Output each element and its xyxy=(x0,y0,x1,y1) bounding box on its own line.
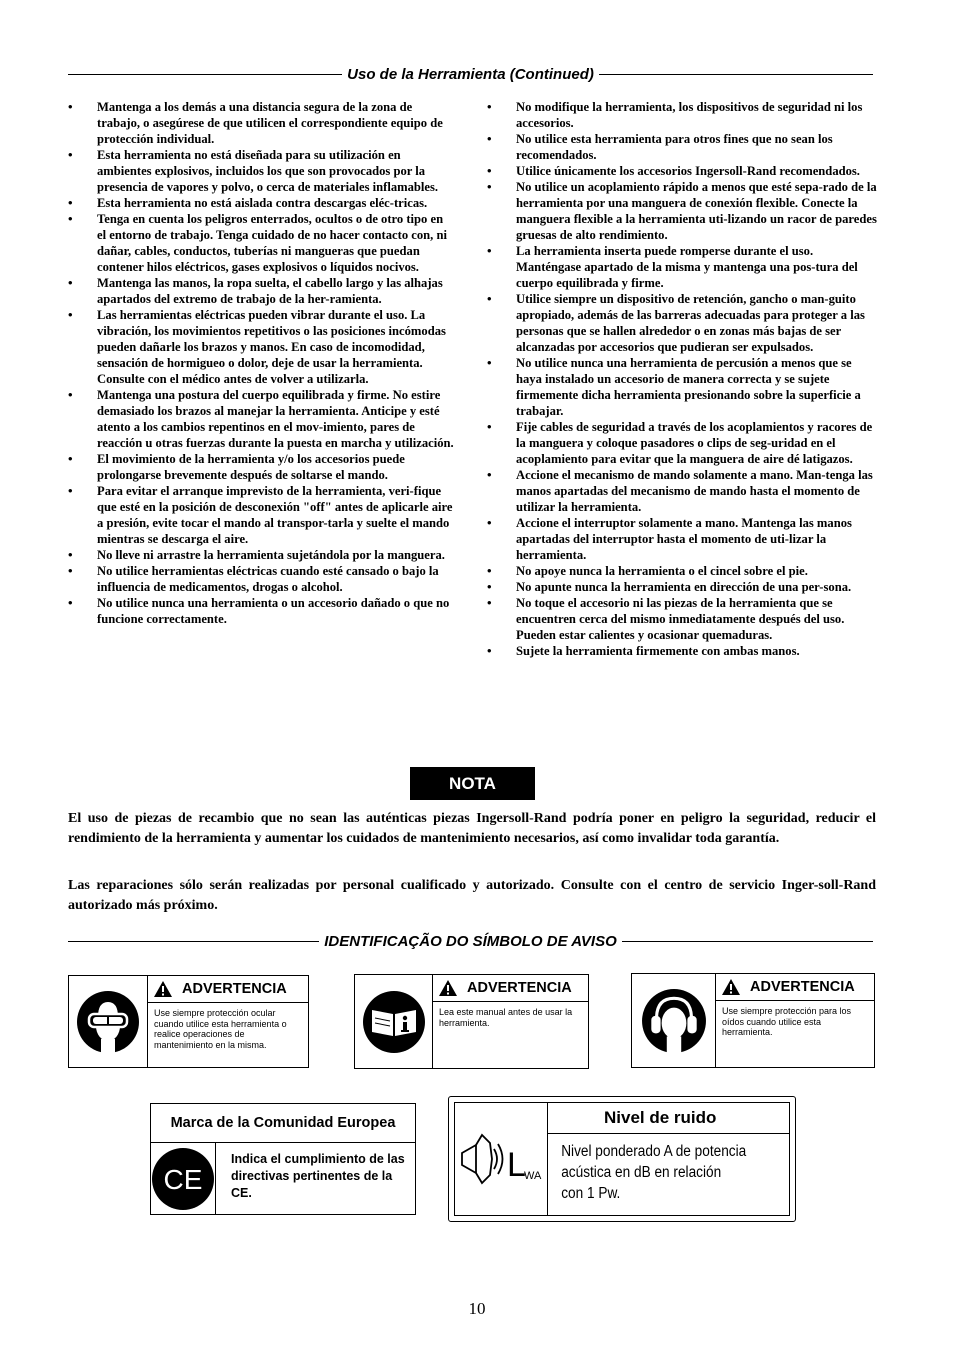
noise-level-box xyxy=(448,1096,796,1222)
safety-goggles-icon xyxy=(76,990,140,1054)
icon-cell xyxy=(455,1103,548,1215)
bullet-item: • Las herramientas eléctricas pueden vibrar durante el uso. La vibración, los movimientos repetitivos o las posiciones incómodas pueden dañarle los brazos y manos. En caso de incomodidad, sensación de hormigueo o dolor, deje de usar la herramienta. Consulte con el médico antes de volver a utilizarla. xyxy=(68,307,454,387)
section-header-uso xyxy=(68,66,873,83)
bullet-item: • No utilice herramientas eléctricas cuando esté cansado o bajo la influencia de medicamentos, drogas o alcohol. xyxy=(68,563,454,595)
warning-triangle-icon xyxy=(721,978,741,996)
warning-text: Use siempre protección para los oídos cuando utilice esta herramienta. xyxy=(722,1006,852,1037)
nota-paragraph: Las reparaciones sólo serán realizadas por personal cualificado y autorizado. Consulte con el centro de servicio Inger-soll-Rand autorizado más próximo. xyxy=(68,878,876,913)
sound-power-icon xyxy=(458,1129,544,1189)
bullet-item: • Mantenga las manos, la ropa suelta, el cabello largo y las alhajas apartados del extremo de trabajo de la her-ramienta. xyxy=(68,275,454,307)
bullet-item: • No apoye nunca la herramienta o el cincel sobre el pie. xyxy=(487,563,877,579)
icon-cell xyxy=(632,974,716,1067)
bullet-item: • No utilice un acoplamiento rápido a menos que esté sepa-rado de la herramienta por una manguera de conexión flexible. Conecte la manguera flexible a la herramienta uti-lizando un racor de paredes gruesas de alto rendimiento. xyxy=(487,179,877,243)
warning-title: ADVERTENCIA xyxy=(467,980,572,996)
bullet-item: • Mantenga a los demás a una distancia segura de la zona de trabajo, o asegúrese de que utilicen el correspondiente equipo de protección individual. xyxy=(68,99,454,147)
icon-cell xyxy=(69,976,148,1067)
ce-mark-icon xyxy=(151,1147,215,1211)
noise-text xyxy=(548,1134,760,1204)
bullet-item: • No utilice nunca una herramienta o un accesorio dañado o que no funcione correctamente. xyxy=(68,595,454,627)
bullet-item: • Tenga en cuenta los peligros enterrados, ocultos o de otro tipo en el entorno de trabajo. Tenga cuidado de no hacer contacto con, ni dañar, cables, conductos, tuberías ni mangueras que puedan contener hilos eléctricos, gases explosivos o líquidos nocivos. xyxy=(68,211,454,275)
ce-symbol: CE xyxy=(163,1163,203,1195)
bullet-item: • El movimiento de la herramienta y/o los accesorios puede prolongarse brevemente después de soltarse el mando. xyxy=(68,451,454,483)
page-number: 10 xyxy=(468,1299,486,1318)
icon-cell xyxy=(355,975,433,1068)
warning-title: ADVERTENCIA xyxy=(182,981,287,997)
noise-text-line: con 1 Pw. xyxy=(561,1185,621,1202)
bullet-item: • No apunte nunca la herramienta en dirección de una per-sona. xyxy=(487,579,877,595)
bullet-item: • Para evitar el arranque imprevisto de la herramienta, veri-fique que esté en la posición de desconexión "off" antes de aplicarle aire a presión, evite tocar el mando al transpor-tarla y suelte el mando mientras se descarga el aire. xyxy=(68,483,454,547)
ce-title: Marca de la Comunidad Europea xyxy=(151,1104,415,1143)
ce-text: Indica el cumplimiento de las directivas pertinentes de la CE. xyxy=(231,1152,405,1200)
warning-triangle-icon xyxy=(438,979,458,997)
ear-protection-icon xyxy=(641,988,707,1054)
bullet-item: • Sujete la herramienta firmemente con ambas manos. xyxy=(487,643,877,659)
warning-text: Lea este manual antes de usar la herramienta. xyxy=(439,1007,573,1028)
bullet-item: • Esta herramienta no está aislada contra descargas eléc-tricas. xyxy=(68,195,454,211)
section-title: Uso de la Herramienta (Continued) xyxy=(347,66,594,83)
warning-box-ear-protection xyxy=(631,973,875,1068)
bullet-item: • Fije cables de seguridad a través de los acoplamientos y racores de la manguera y coloque pasadores o clips de seg-uridad en el acoplamiento para evitar que la manguera de aire dé latigazos. xyxy=(487,419,877,467)
warning-text: Use siempre protección ocular cuando utilice esta herramienta o realice operaciones de mantenimiento en la misma. xyxy=(154,1008,287,1050)
noise-text-line: Nivel ponderado A de potencia xyxy=(561,1143,747,1160)
section-header-simbolos xyxy=(68,933,873,950)
right-bullet-list xyxy=(487,99,877,659)
bullet-item: • No lleve ni arrastre la herramienta sujetándola por la manguera. xyxy=(68,547,454,563)
bullet-item: • No toque el accesorio ni las piezas de la herramienta que se encuentren cerca del mismo inmediatamente después del uso. Pueden estar calientes y ocasionar quemaduras. xyxy=(487,595,877,643)
lwa-sub: WA xyxy=(524,1170,542,1182)
bullet-item: • No utilice esta herramienta para otros fines que no sean los recomendados. xyxy=(487,131,877,163)
bullet-item: • La herramienta inserta puede romperse durante el uso. Manténgase apartado de la misma y mantenga una pos-tura del cuerpo equilibrada y firme. xyxy=(487,243,877,291)
bullet-item: • Esta herramienta no está diseñada para su utilización en ambientes explosivos, incluidos los que son provocados por la presencia de vapores y polvo, o cerca de materiales inflamables. xyxy=(68,147,454,195)
bullet-item: • Accione el mecanismo de mando solamente a mano. Man-tenga las manos apartadas del mecanismo de mando hasta el momento de utilizar la herramienta. xyxy=(487,467,877,515)
bullet-item: • Utilice siempre un dispositivo de retención, gancho o man-guito apropiado, además de las barreras adecuadas para proteger a las personas que se hallen alrededor o en zonas más bajas de ser alcanzadas por accesorios que pudieran ser expulsados. xyxy=(487,291,877,355)
nota-label: NOTA xyxy=(410,767,535,800)
bullet-item: • Mantenga una postura del cuerpo equilibrada y firme. No estire demasiado los brazos al manejar la herramienta. Anticipe y esté atento a los cambios repentinos en el mov-imiento, pares de reacción u otras fuerzas durante la puesta en marcha y utilización. xyxy=(68,387,454,451)
ce-mark-box xyxy=(150,1103,416,1215)
section-title: IDENTIFICAÇÃO DO SÍMBOLO DE AVISO xyxy=(324,933,617,950)
noise-title: Nivel de ruido xyxy=(548,1103,789,1134)
bullet-item: • Accione el interruptor solamente a mano. Mantenga las manos apartadas del interruptor hasta el momento de uti-lizar la herramienta. xyxy=(487,515,877,563)
lwa-main: L xyxy=(507,1146,526,1184)
warning-box-read-manual xyxy=(354,974,589,1069)
bullet-item: • No modifique la herramienta, los dispositivos de seguridad ni los accesorios. xyxy=(487,99,877,131)
warning-title: ADVERTENCIA xyxy=(750,979,855,995)
left-bullet-list xyxy=(68,99,454,627)
warning-triangle-icon xyxy=(153,980,173,998)
read-manual-icon xyxy=(362,990,426,1054)
nota-paragraph: El uso de piezas de recambio que no sean las auténticas piezas Ingersoll-Rand podría poner en peligro la seguridad, reducir el rendimiento de la herramienta y aumentar los cuidados de mantenimiento necesarios, así como invalidar toda garantía. xyxy=(68,811,876,846)
bullet-item: • Utilice únicamente los accesorios Ingersoll-Rand recomendados. xyxy=(487,163,877,179)
warning-box-eye-protection xyxy=(68,975,309,1068)
noise-text-line: acústica en dB en relación xyxy=(561,1164,722,1181)
icon-cell xyxy=(151,1143,216,1214)
bullet-item: • No utilice nunca una herramienta de percusión a menos que se haya instalado un accesorio de manera correcta y se sujete firmemente dicha herramienta presionando sobre la superficie a trabajar. xyxy=(487,355,877,419)
